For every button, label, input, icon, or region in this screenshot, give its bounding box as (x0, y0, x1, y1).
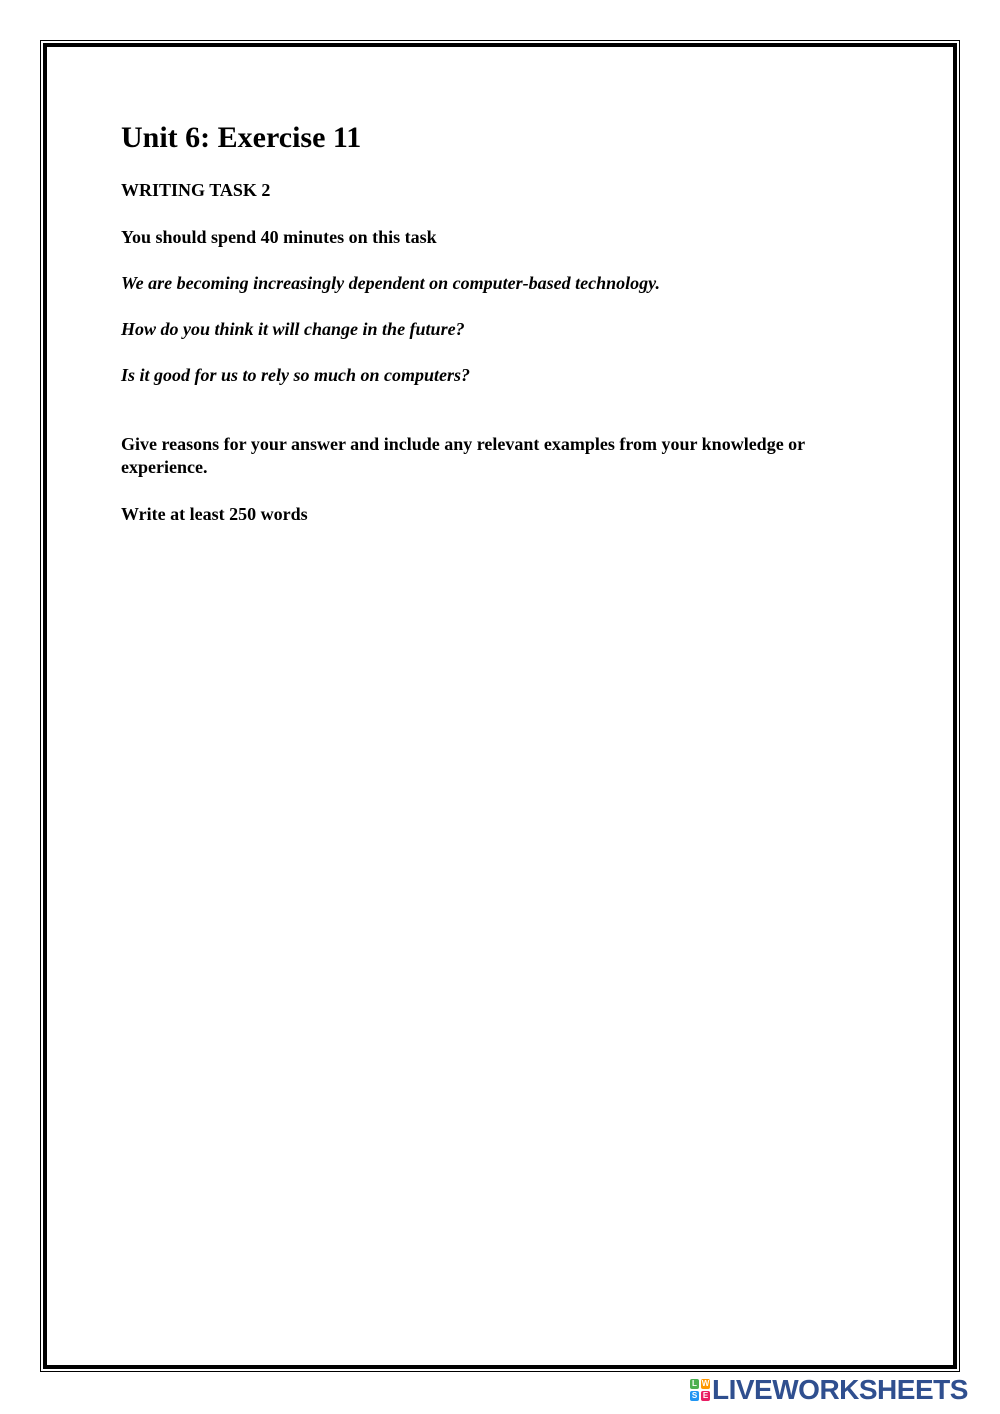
question-future: How do you think it will change in the future? (121, 319, 465, 339)
word-count-instruction: Write at least 250 words (121, 504, 308, 524)
task-heading: WRITING TASK 2 (121, 180, 271, 200)
worksheet-content (121, 118, 881, 526)
time-instruction: You should spend 40 minutes on this task (121, 227, 437, 247)
page-title: Unit 6: Exercise 11 (121, 121, 362, 154)
logo-mark-icon (690, 1379, 710, 1401)
logo-tile: E (702, 1391, 709, 1400)
question-rely: Is it good for us to rely so much on computers? (121, 365, 471, 385)
logo-tile: L (690, 1379, 699, 1389)
logo-tile: W (701, 1379, 710, 1388)
reasons-instruction: Give reasons for your answer and include any relevant examples from your knowledge or experience. (121, 434, 805, 477)
logo-text: LIVEWORKSHEETS (712, 1374, 968, 1405)
prompt-statement: We are becoming increasingly dependent on computer-based technology. (121, 273, 660, 293)
logo-tile: S (691, 1391, 698, 1400)
liveworksheets-logo (690, 1374, 968, 1405)
